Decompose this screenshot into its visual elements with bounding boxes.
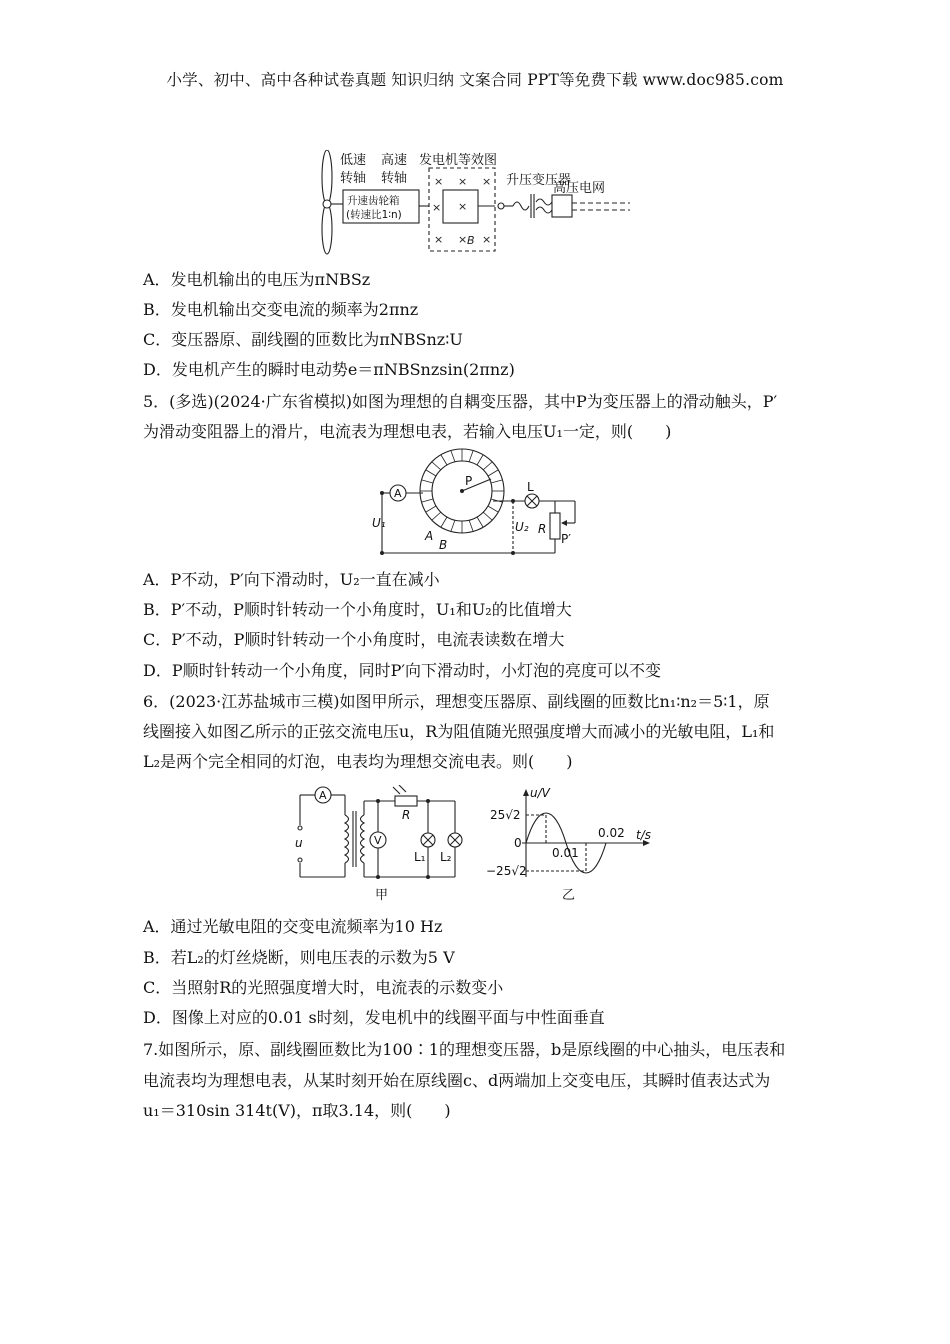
- rheostat-r-label: R: [538, 522, 547, 536]
- page-header: 小学、初中、高中各种试卷真题 知识归纳 文案合同 PPT等免费下载 www.doc985.com: [166, 71, 784, 89]
- grid-label: 高压电网: [553, 181, 606, 196]
- y-max-label: 25√2: [490, 808, 521, 822]
- u-axis-label: u/V: [530, 786, 550, 800]
- svg-text:×: ×: [482, 233, 492, 246]
- q6-voltage-graph: [478, 785, 668, 905]
- q6-stem-line1: 6．(2023·江苏盐城市三模)如图甲所示，理想变压器原、副线圈的匝数比n₁∶n₂＝5∶1，原: [143, 692, 770, 711]
- high-speed-label-2: 转轴: [381, 171, 408, 186]
- q6-circuit-figure: [290, 785, 470, 905]
- q6-stem-line3: L₂是两个完全相同的灯泡，电表均为理想交流电表。则( ): [143, 752, 573, 771]
- t2-label: 0.02: [598, 826, 625, 840]
- q6-option-b: B．若L₂的灯丝烧断，则电压表的示数为5 V: [143, 948, 455, 967]
- generator-label: 发电机等效图: [419, 153, 498, 168]
- svg-text:×: ×: [432, 201, 442, 214]
- u2-label: U₂: [515, 520, 529, 534]
- q6-stem-line2: 线圈接入如图乙所示的正弦交流电压u，R为阻值随光照强度增大而减小的光敏电阻，L₁和: [143, 722, 775, 741]
- q5-option-c: C．P′不动，P顺时针转动一个小角度时，电流表读数在增大: [143, 630, 565, 649]
- q6-option-d: D．图像上对应的0.01 s时刻，发电机中的线圈平面与中性面垂直: [143, 1008, 605, 1027]
- q4-option-b: B．发电机输出交变电流的频率为2πnz: [143, 300, 419, 319]
- ammeter-label: A: [394, 487, 402, 500]
- q6-ammeter-label: A: [319, 789, 327, 802]
- t1-label: 0.01: [552, 846, 579, 860]
- q6-yi-label: 乙: [562, 888, 576, 903]
- svg-text:×: ×: [434, 175, 444, 188]
- low-speed-label-2: 转轴: [340, 171, 367, 186]
- svg-text:×: ×: [458, 200, 468, 213]
- generator-figure: [315, 150, 635, 256]
- q6-option-c: C．当照射R的光照强度增大时，电流表的示数变小: [143, 978, 504, 997]
- low-speed-label-1: 低速: [340, 153, 367, 168]
- q5-stem-line1: 5．(多选)(2024·广东省模拟)如图为理想的自耦变压器，其中P为变压器上的滑动触头，P′: [143, 392, 778, 411]
- lamp-l-label: L: [527, 480, 534, 494]
- q5-option-b: B．P′不动，P顺时针转动一个小角度时，U₁和U₂的比值增大: [143, 600, 572, 619]
- q7-stem-line2: 电流表均为理想电表，从某时刻开始在原线圈c、d两端加上交变电压，其瞬时值表达式为: [143, 1071, 771, 1090]
- autotransformer-figure: [365, 445, 595, 560]
- q4-option-c: C．变压器原、副线圈的匝数比为πNBSnz∶U: [143, 330, 463, 349]
- b-field-label: B: [467, 234, 475, 247]
- slider-pp-label: P′: [561, 532, 571, 546]
- q6-l2-label: L₂: [440, 850, 452, 864]
- q5-stem-line2: 为滑动变阻器上的滑片，电流表为理想电表，若输入电压U₁一定，则( ): [143, 422, 672, 441]
- tap-b-label: B: [439, 538, 448, 552]
- q4-option-d: D．发电机产生的瞬时电动势e＝πNBSnzsin(2πnz): [143, 360, 515, 379]
- svg-text:×: ×: [434, 233, 444, 246]
- q6-r-label: R: [402, 808, 411, 822]
- q5-option-a: A．P不动，P′向下滑动时，U₂一直在减小: [143, 570, 440, 589]
- q6-l1-label: L₁: [414, 850, 426, 864]
- q6-voltmeter-label: V: [374, 834, 382, 847]
- svg-text:×: ×: [458, 233, 468, 246]
- zero-label: 0: [514, 836, 522, 850]
- svg-text:×: ×: [482, 175, 492, 188]
- q7-stem-line1: 7.如图所示，原、副线圈匝数比为100∶1的理想变压器，b是原线圈的中心抽头，电压表和: [143, 1040, 786, 1059]
- q6-jia-label: 甲: [375, 888, 389, 903]
- transformer-label: 升压变压器: [506, 173, 572, 188]
- tap-a-label: A: [425, 529, 434, 543]
- q6-option-a: A．通过光敏电阻的交变电流频率为10 Hz: [143, 917, 443, 936]
- gearbox-label-2: (转速比1∶n): [346, 209, 402, 221]
- q7-stem-line3: u₁＝310sin 314t(V)，π取3.14，则( ): [143, 1101, 451, 1120]
- q4-option-a: A．发电机输出的电压为πNBSz: [143, 270, 371, 289]
- q5-option-d: D．P顺时针转动一个小角度，同时P′向下滑动时，小灯泡的亮度可以不变: [143, 661, 661, 680]
- slider-p-label: P: [465, 474, 473, 488]
- svg-text:×: ×: [458, 175, 468, 188]
- high-speed-label-1: 高速: [381, 153, 408, 168]
- t-axis-label: t/s: [636, 828, 651, 842]
- q6-u-label: u: [295, 836, 303, 850]
- y-min-label: −25√2: [486, 864, 527, 878]
- gearbox-label-1: 升速齿轮箱: [347, 195, 400, 207]
- u1-label: U₁: [372, 516, 386, 530]
